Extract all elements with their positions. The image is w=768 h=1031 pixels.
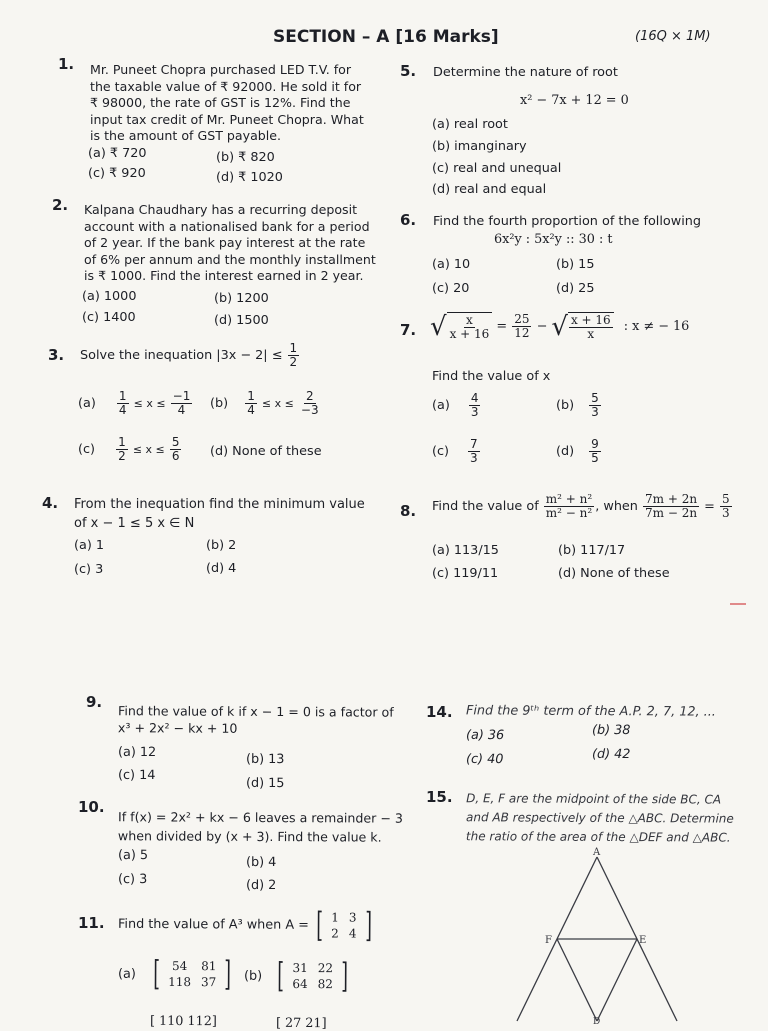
option-c: (c) $\frac{1}{2}$ ≤ x ≤ $\frac{5}{6}$ [78,435,180,463]
option-b: (b) $\frac{1}{4}$ ≤ x ≤ $\frac{2}{-3}$ [210,389,319,417]
option-b: (b) 4 [245,854,277,871]
option-b: (b) [ 31 22 64 82 ] [243,955,349,997]
option-d: (d) 42 [591,746,631,763]
option-c: (c) 40 [465,751,504,768]
option-d: (d) 2 [245,877,277,894]
vertex-label-e: E [639,935,647,946]
question-text: If f(x) = 2x² + kx − 6 leaves a remainder − 3 when divided by (x + 3). Find the value k. [117,809,403,845]
option-d: (d) None of these [558,566,670,581]
equation: x² − 7x + 12 = 0 [520,93,629,108]
option-a: (a) 36 [465,727,505,744]
option-c-partial: [ 110 112] [149,1013,217,1030]
option-a: (a) 12 [117,744,157,761]
question-text: Kalpana Chaudhary has a recurring deposit account with a nationalised bank for a period of 2 year. If the bank pay interest at the rate of 6% per annum and the monthly installment is ₹ 1000. Find the interest earned in 2 year. [84,202,376,284]
question-number: 10. [78,798,105,816]
option-a: (a) 10 [432,257,471,272]
question-number: 1. [58,55,75,73]
segment-fd [557,939,597,1021]
question-number: 15. [426,788,453,806]
option-a: (a) 113/15 [432,543,499,558]
option-b: (b) $\frac{5}{3}$ [556,391,599,419]
question-text: Find the value of $\frac{\text{m² + n²}}{\text{m² − n²}}$ , when $\frac{7m + 2n}{7m - 2n}$ = $\frac{5}{3}$ [432,492,730,520]
option-c: (c) real and unequal [432,161,562,176]
question-number: 5. [400,62,417,80]
option-b: (b) 13 [245,751,285,768]
question-text: From the inequation find the minimum value of x − 1 ≤ 5 x ∈ N [74,497,365,531]
segment-ed [597,939,637,1021]
option-d: (d) 1500 [214,313,269,328]
option-a: (a) $\frac{1}{4}$ ≤ x ≤ $\frac{-1}{4}$ [78,389,191,417]
question-number: 9. [86,693,103,711]
margin-mark [730,603,746,605]
option-b: (b) 2 [206,538,237,553]
option-a: (a) 1 [74,538,105,553]
option-a: (a) real root [432,117,508,132]
question-number: 7. [400,321,417,339]
option-b: (b) 117/17 [558,543,626,558]
option-a: (a) 1000 [82,289,137,304]
option-c: (c) ₹ 920 [88,166,146,181]
option-a: (a) $\frac{4}{3}$ [432,391,479,419]
option-b: (b) ₹ 820 [216,150,275,165]
option-c: (c) $\frac{7}{3}$ [432,437,478,465]
equation: 6x²y : 5x²y :: 30 : t [494,232,613,247]
question-text: Find the value of k if x − 1 = 0 is a factor of x³ + 2x² − kx + 10 [117,703,394,736]
option-c: (c) 14 [117,767,156,784]
option-c: (c) 3 [74,562,104,577]
question-text: Find the fourth proportion of the following [433,214,701,229]
option-b: (b) 1200 [214,291,269,306]
option-b: (b) 38 [591,722,631,739]
question-text: D, E, F are the midpoint of the side BC, CA and AB respectively of the △ABC. Determine the ratio of the area of the △DEF and △ABC. [465,791,734,845]
option-b: (b) imanginary [432,139,527,154]
question-number: 14. [426,703,453,721]
matrix-a: [ 1 3 2 4 ] [316,905,372,946]
question-number: 2. [52,196,69,214]
option-d: (d) ₹ 1020 [216,170,283,185]
question-number: 3. [48,346,65,364]
question-number: 4. [42,494,59,512]
question-number: 6. [400,211,417,229]
option-d: (d) 15 [245,775,285,792]
option-d: (d) $\frac{9}{5}$ [556,437,599,465]
equation: √ $\frac{x}{x + 16}$ = $\frac{25}{12}$ − √ $\frac{x + 16}{x}$ : x ≠ − 16 [430,311,690,342]
section-title: SECTION – A [16 Marks] [273,27,499,47]
option-b: (b) 15 [556,257,595,272]
option-c: (c) 1400 [82,310,136,325]
question-number: 11. [78,914,105,932]
option-d: (d) None of these [210,444,322,459]
question-text: Determine the nature of root [433,65,618,80]
vertex-label-a: A [593,847,601,858]
marks-note: (16Q × 1M) [635,29,711,44]
option-d: (d) 4 [206,561,237,576]
question-text: Solve the inequation |3x − 2| ≤ $\frac{1}{2}$ [80,341,298,369]
option-d: (d) real and equal [432,182,547,197]
option-d: (d) 25 [556,281,595,296]
option-c: (c) 20 [432,281,470,296]
question-text: Find the 9ᵗʰ term of the A.P. 2, 7, 12, ... [465,703,716,720]
fraction: $\frac{1}{2}$ [289,341,298,369]
option-a: (a) ₹ 720 [88,146,147,161]
option-c: (c) 119/11 [432,566,499,581]
question-text: Mr. Puneet Chopra purchased LED T.V. for the taxable value of ₹ 92000. He sold it for ₹ 98000, the rate of GST is 12%. Find the input tax credit of Mr. Puneet Chopra. What is the amount of GST payable. [90,62,364,144]
question-text: Find the value of A³ when A = [ 1 3 2 4 ] [118,908,375,941]
triangle-figure [505,845,685,1024]
option-d-partial: [ 27 21] [275,1015,327,1031]
vertex-label-f: F [545,935,552,946]
option-c: (c) 3 [117,871,148,888]
option-a: (a) [ 54 81 118 37 ] [117,953,232,995]
question-text: Find the value of x [432,369,551,384]
option-a: (a) 5 [117,847,149,864]
vertex-label-d: D [593,1017,601,1024]
question-number: 8. [400,502,417,520]
